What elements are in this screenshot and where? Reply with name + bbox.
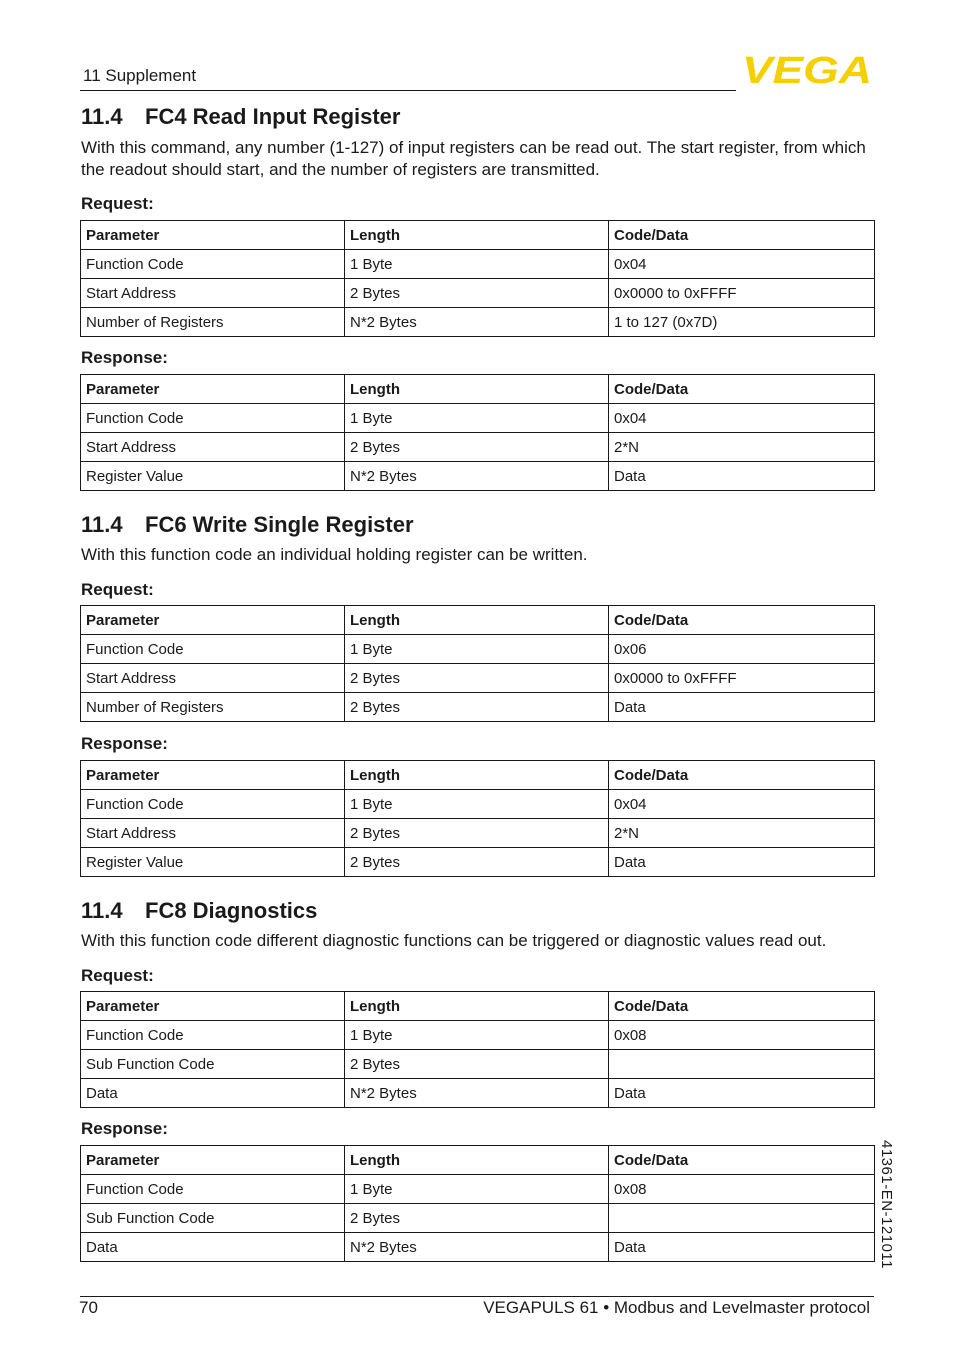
table-row: Function Code 1 Byte 0x08 <box>81 1021 875 1050</box>
response-label-fc4: Response: <box>81 348 168 367</box>
table-row: Sub Function Code 2 Bytes <box>81 1050 875 1079</box>
table-row: Data N*2 Bytes Data <box>81 1233 875 1262</box>
request-table-fc4 <box>80 220 875 337</box>
section-title-fc8: 11.4 FC8 Diagnostics <box>81 898 318 923</box>
logo-text: VEGA <box>742 52 872 88</box>
page-number: 70 <box>79 1298 98 1317</box>
table-header-row: Parameter Length Code/Data <box>81 992 875 1021</box>
table-row: Start Address 2 Bytes 2*N <box>81 433 875 462</box>
footer-title: VEGAPULS 61 • Modbus and Levelmaster protocol <box>483 1298 870 1317</box>
request-label-fc4: Request: <box>81 194 154 213</box>
table-row: Sub Function Code 2 Bytes <box>81 1204 875 1233</box>
table-header-row: Parameter Length Code/Data <box>81 606 875 635</box>
request-label-fc6: Request: <box>81 580 154 599</box>
section-intro-fc4: With this command, any number (1-127) of input registers can be read out. The start register, from which the readout should start, and the number of registers are transmitted. <box>81 138 866 179</box>
table-row: Start Address 2 Bytes 0x0000 to 0xFFFF <box>81 279 875 308</box>
table-header-row: Parameter Length Code/Data <box>81 1146 875 1175</box>
table-header-row: Parameter Length Code/Data <box>81 375 875 404</box>
table-row: Function Code 1 Byte 0x08 <box>81 1175 875 1204</box>
response-table-fc6 <box>80 760 875 877</box>
vega-logo-icon <box>742 52 874 88</box>
table-row: Function Code 1 Byte 0x06 <box>81 635 875 664</box>
table-header-row: Parameter Length Code/Data <box>81 761 875 790</box>
response-table-fc8 <box>80 1145 875 1262</box>
table-row: Data N*2 Bytes Data <box>81 1079 875 1108</box>
section-intro-fc6: With this function code an individual holding register can be written. <box>81 545 588 564</box>
document-code: 41361-EN-121011 <box>878 1140 895 1269</box>
header-section-label: 11 Supplement <box>83 66 197 85</box>
table-header-row: Parameter Length Code/Data <box>81 221 875 250</box>
section-title-fc4: 11.4 FC4 Read Input Register <box>81 104 401 129</box>
table-row: Function Code 1 Byte 0x04 <box>81 250 875 279</box>
request-table-fc8 <box>80 991 875 1108</box>
request-table-fc6 <box>80 605 875 722</box>
table-row: Function Code 1 Byte 0x04 <box>81 790 875 819</box>
table-row: Start Address 2 Bytes 2*N <box>81 819 875 848</box>
vega-logo <box>742 52 874 93</box>
section-title-fc6: 11.4 FC6 Write Single Register <box>81 512 414 537</box>
table-row: Number of Registers N*2 Bytes 1 to 127 (0x7D) <box>81 308 875 337</box>
footer-rule <box>80 1296 874 1297</box>
section-intro-fc8: With this function code different diagnostic functions can be triggered or diagnostic values read out. <box>81 931 827 950</box>
table-row: Register Value 2 Bytes Data <box>81 848 875 877</box>
response-label-fc6: Response: <box>81 734 168 753</box>
table-row: Function Code 1 Byte 0x04 <box>81 404 875 433</box>
request-label-fc8: Request: <box>81 966 154 985</box>
header-rule <box>80 90 736 91</box>
response-label-fc8: Response: <box>81 1119 168 1138</box>
table-row: Start Address 2 Bytes 0x0000 to 0xFFFF <box>81 664 875 693</box>
response-table-fc4 <box>80 374 875 491</box>
table-row: Number of Registers 2 Bytes Data <box>81 693 875 722</box>
table-row: Register Value N*2 Bytes Data <box>81 462 875 491</box>
